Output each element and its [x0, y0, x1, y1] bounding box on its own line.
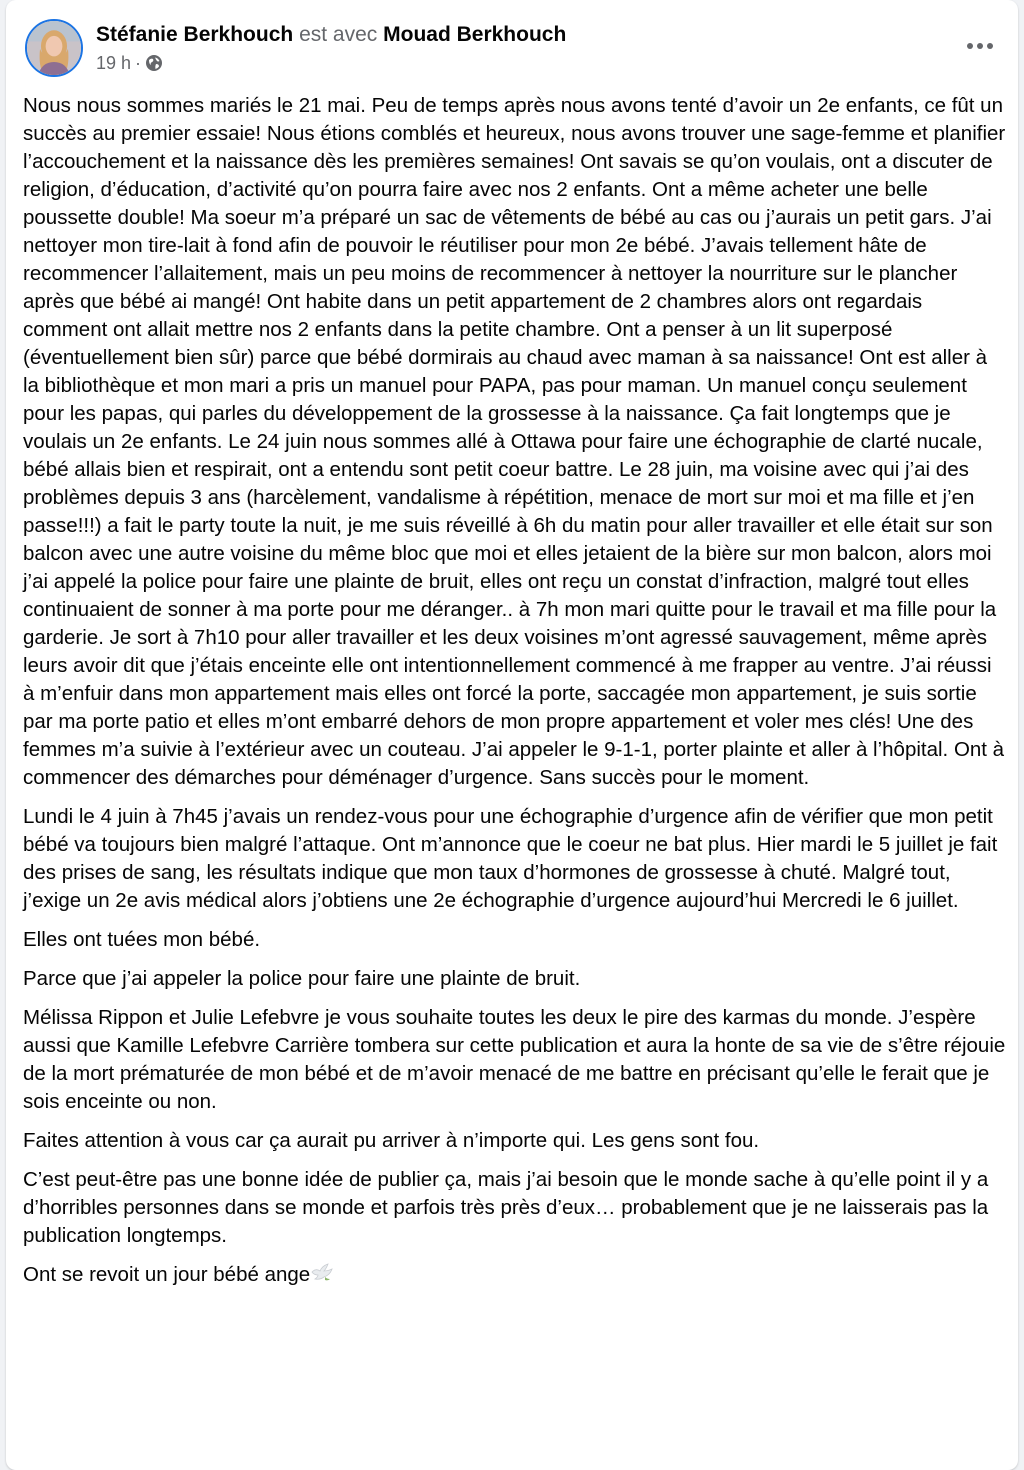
- post-card: [6, 0, 1018, 1470]
- more-dot: [977, 43, 983, 49]
- avatar[interactable]: [25, 19, 83, 77]
- tagged-name[interactable]: Mouad Berkhouch: [383, 23, 567, 46]
- author-line: [96, 22, 566, 48]
- post-header: [6, 0, 1018, 90]
- more-dot: [967, 43, 973, 49]
- post-paragraph: Parce que j’ai appeler la police pour faire une plainte de bruit.: [23, 967, 581, 990]
- with-label: est avec: [299, 23, 378, 46]
- post-paragraph: Mélissa Rippon et Julie Lefebvre je vous souhaite toutes les deux le pire des karmas du monde. J’espère aussi que Kamille Lefebvre Carrière tombera sur cette publication et aura la honte de sa vie de s’être réjouie de la mort prématurée de mon bébé et de m’avoir menacé de me battre en précisant qu’elle le ferait que je sois enceinte ou non.: [23, 1006, 1006, 1113]
- profile-photo-icon: [27, 21, 81, 75]
- post-meta: [96, 52, 163, 74]
- post-paragraph: Nous nous sommes mariés le 21 mai. Peu de temps après nous avons tenté d’avoir un 2e enfants, ce fût un succès au premier essaie! Nous étions comblés et heureux, nous avons trouver une sage-femme et planifier l’accouchement et la naissance dès les premières semaines! Ont savais se qu’on voulais, ont a discuter de religion, d’éducation, d’activité qu’on pourra faire avec nos 2 enfants. Ont a même acheter une belle poussette double! Ma soeur m’a préparé un sac de vêtements de bébé au cas ou j’aurais un petit gars. J’ai nettoyer mon tire-lait à fond afin de pouvoir le réutiliser pour mon 2e bébé. J’avais tellement hâte de recommencer l’allaitement, mais un peu moins de recommencer à nettoyer la nourriture sur le plancher après que bébé ai mangé! Ont habite dans un petit appartement de 2 chambres alors ont regardais comment ont allait mettre nos 2 enfants dans la petite chambre. Ont a penser à un lit superposé (éventuellement bien sûr) parce que bébé dormirais au chaud avec maman à sa naissance! Ont est aller à la bibliothèque et mon mari a pris un manuel pour PAPA, pas pour maman. Un manuel conçu seulement pour les papas, qui parles du développement de la grossesse à la naissance. Ça fait longtemps que je voulais un 2e enfants. Le 24 juin nous sommes allé à Ottawa pour faire une échographie de clarté nucale, bébé allais bien et respirait, ont a entendu sont petit coeur battre. Le 28 juin, ma voisine avec qui j’ai des problèmes depuis 3 ans (harcèlement, vandalisme à répétition, menace de mort sur moi et ma fille et j’en passe!!!) a fait le party toute la nuit, je me suis réveillé à 6h du matin pour aller travailler et elle était sur son balcon avec une autre voisine du même bloc que moi et elles jetaient de la bière sur mon balcon, alors moi j’ai appelé la police pour faire une plainte de bruit, elles ont reçu un constat d’infraction, malgré tout elles continuaient de sonner à ma porte pour me déranger.. à 7h mon mari quitte pour le travail et ma fille pour la garderie. Je sort à 7h10 pour aller travailler et les deux voisines m’ont agressé sauvagement, même après leurs avoir dit que j’étais enceinte elle ont intentionnellement commencé à me frapper au ventre. J’ai réussi à m’enfuir dans mon appartement mais elles ont forcé la porte, saccagée mon appartement, je suis sortie par ma porte patio et elles m’ont embarré dehors de mon propre appartement et voler mes clés! Une des femmes m’a suivie à l’extérieur avec un couteau. J’ai appeler le 9-1-1, porter plainte et aller à l’hôpital. Ont à commencer des démarches pour déménager d’urgence. Sans succès pour le moment.: [23, 94, 1006, 789]
- more-options-icon[interactable]: [960, 28, 1000, 64]
- post-last-paragraph: [23, 1261, 1008, 1289]
- post-paragraph: Faites attention à vous car ça aurait pu arriver à n’importe qui. Les gens sont fou.: [23, 1129, 760, 1152]
- dove-icon: [310, 1262, 334, 1284]
- meta-separator: ·: [135, 53, 142, 73]
- last-line-text: Ont se revoit un jour bébé ange: [23, 1263, 311, 1286]
- post-content: [23, 92, 1008, 1300]
- post-paragraph: Elles ont tuées mon bébé.: [23, 928, 261, 951]
- globe-icon[interactable]: [145, 54, 163, 72]
- more-dot: [987, 43, 993, 49]
- post-paragraph: C’est peut-être pas une bonne idée de publier ça, mais j’ai besoin que le monde sache à qu’elle point il y a d’horribles personnes dans se monde et parfois très près d’eux… probablement que je ne laisserais pas la publication longtemps.: [23, 1168, 989, 1247]
- post-paragraph: Lundi le 4 juin à 7h45 j’avais un rendez-vous pour une échographie d’urgence afin de vérifier que mon petit bébé va toujours bien malgré l’attaque. Ont m’annonce que le coeur ne bat plus. Hier mardi le 5 juillet je fait des prises de sang, les résultats indique que mon taux d’hormones de grossesse à chuté. Malgré tout, j’exige un 2e avis médical alors j’obtiens une 2e échographie d’urgence aujourd’hui Mercredi le 6 juillet.: [23, 805, 998, 912]
- post-time[interactable]: 19 h: [96, 53, 132, 73]
- author-name[interactable]: Stéfanie Berkhouch: [96, 23, 294, 46]
